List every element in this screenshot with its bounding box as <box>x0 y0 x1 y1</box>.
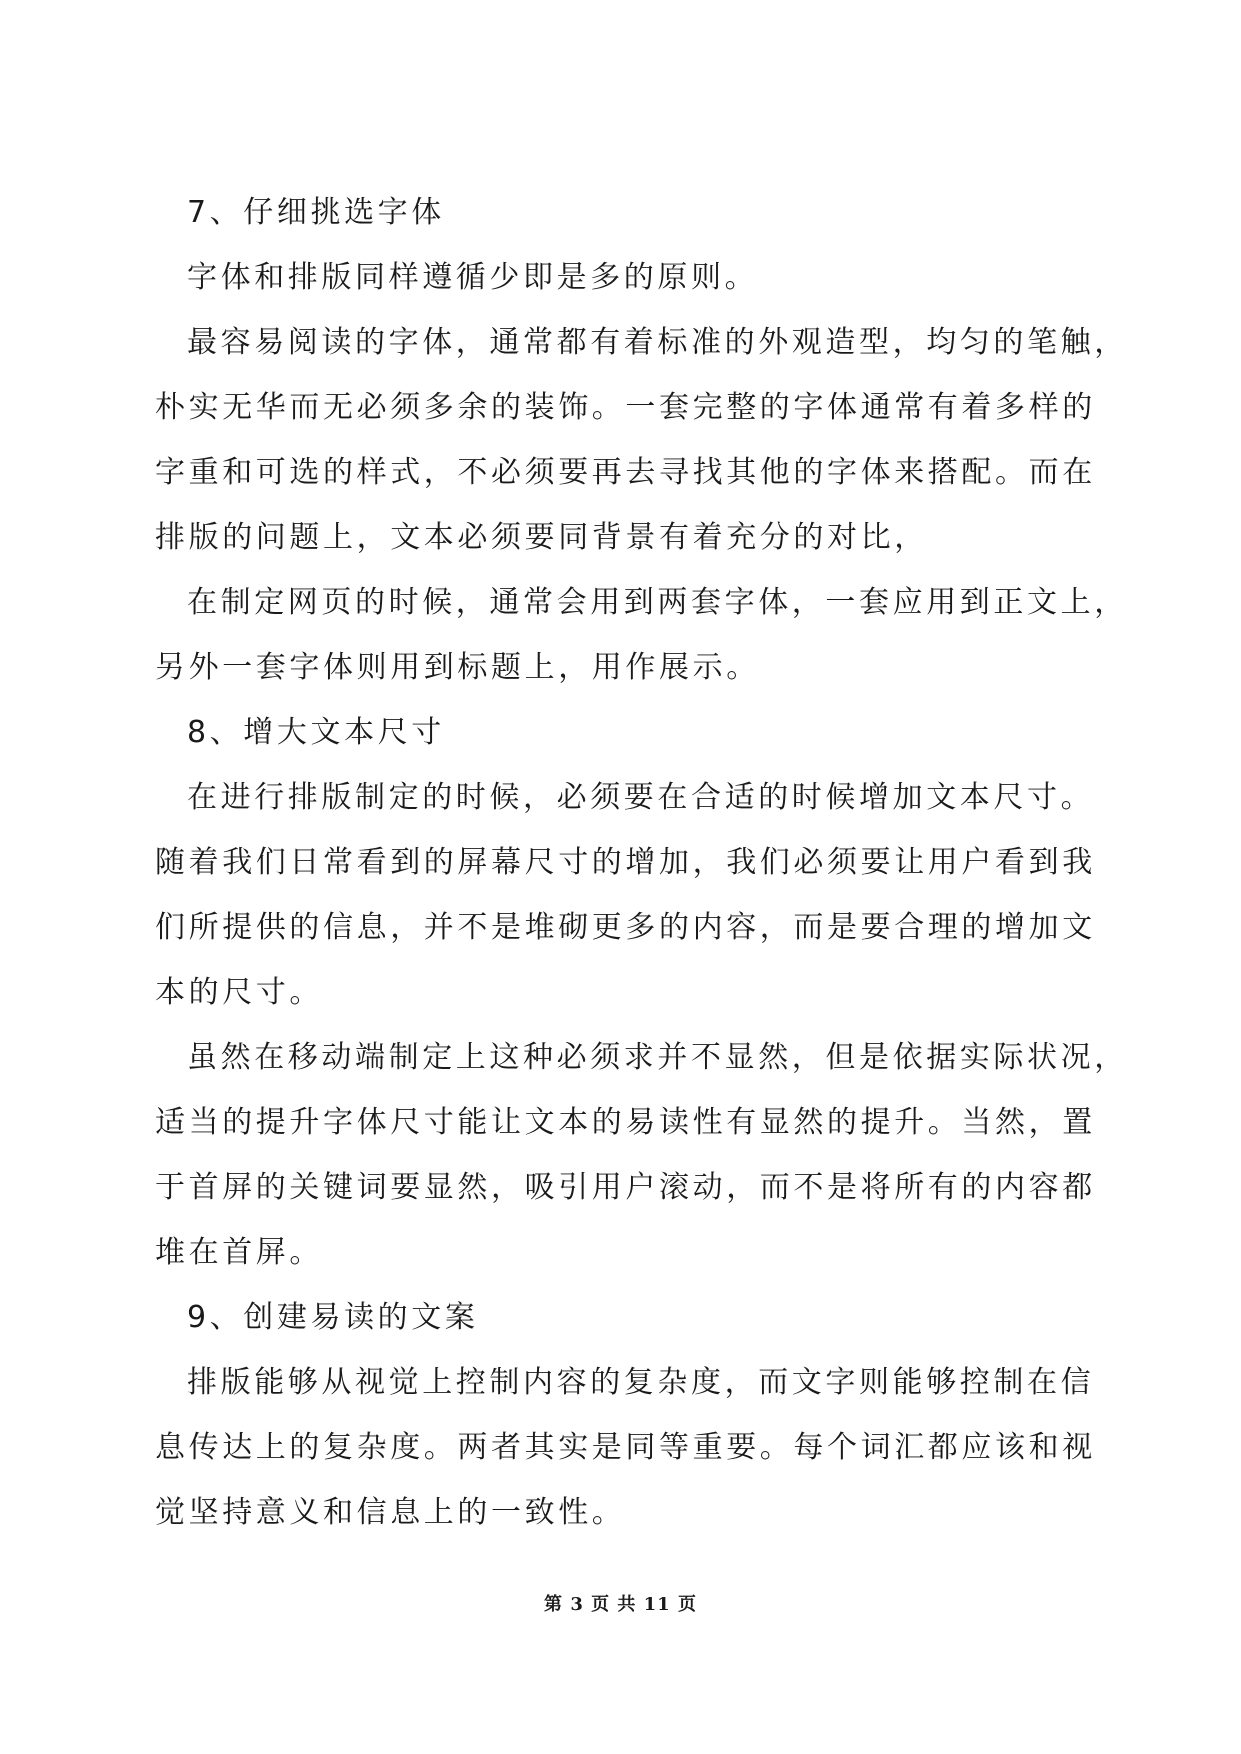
paragraph-line: 朴实无华而无必须多余的装饰。一套完整的字体通常有着多样的 <box>155 390 1096 425</box>
heading-8: 8、增大文本尺寸 <box>187 715 445 750</box>
paragraph-line: 虽然在移动端制定上这种必须求并不显然，但是依据实际状况， <box>187 1040 1128 1075</box>
paragraph-line: 字重和可选的样式，不必须要再去寻找其他的字体来搭配。而在 <box>155 455 1096 490</box>
paragraph-line: 堆在首屏。 <box>155 1235 323 1270</box>
paragraph-line: 们所提供的信息，并不是堆砌更多的内容，而是要合理的增加文 <box>155 910 1096 945</box>
paragraph-line: 排版能够从视觉上控制内容的复杂度，而文字则能够控制在信 <box>187 1365 1095 1400</box>
paragraph-line: 随着我们日常看到的屏幕尺寸的增加，我们必须要让用户看到我 <box>155 845 1096 880</box>
paragraph-line: 另外一套字体则用到标题上，用作展示。 <box>155 650 760 685</box>
paragraph-line: 适当的提升字体尺寸能让文本的易读性有显然的提升。当然，置 <box>155 1105 1096 1140</box>
heading-9: 9、创建易读的文案 <box>187 1300 479 1335</box>
page-number-footer: 第 3 页 共 11 页 <box>544 1594 697 1615</box>
paragraph-line: 本的尺寸。 <box>155 975 323 1010</box>
paragraph-line: 最容易阅读的字体，通常都有着标准的外观造型，均匀的笔触， <box>187 325 1128 360</box>
paragraph-line: 觉坚持意义和信息上的一致性。 <box>155 1495 626 1530</box>
paragraph-line: 在制定网页的时候，通常会用到两套字体，一套应用到正文上， <box>187 585 1128 620</box>
paragraph-line: 息传达上的复杂度。两者其实是同等重要。每个词汇都应该和视 <box>155 1430 1096 1465</box>
paragraph-line: 在进行排版制定的时候，必须要在合适的时候增加文本尺寸。 <box>187 780 1095 815</box>
heading-7: 7、仔细挑选字体 <box>187 195 445 230</box>
page-body <box>155 180 1128 1545</box>
paragraph-line: 排版的问题上，文本必须要同背景有着充分的对比， <box>155 520 928 555</box>
paragraph-line: 字体和排版同样遵循少即是多的原则。 <box>187 260 759 295</box>
paragraph-line: 于首屏的关键词要显然，吸引用户滚动，而不是将所有的内容都 <box>155 1170 1096 1205</box>
